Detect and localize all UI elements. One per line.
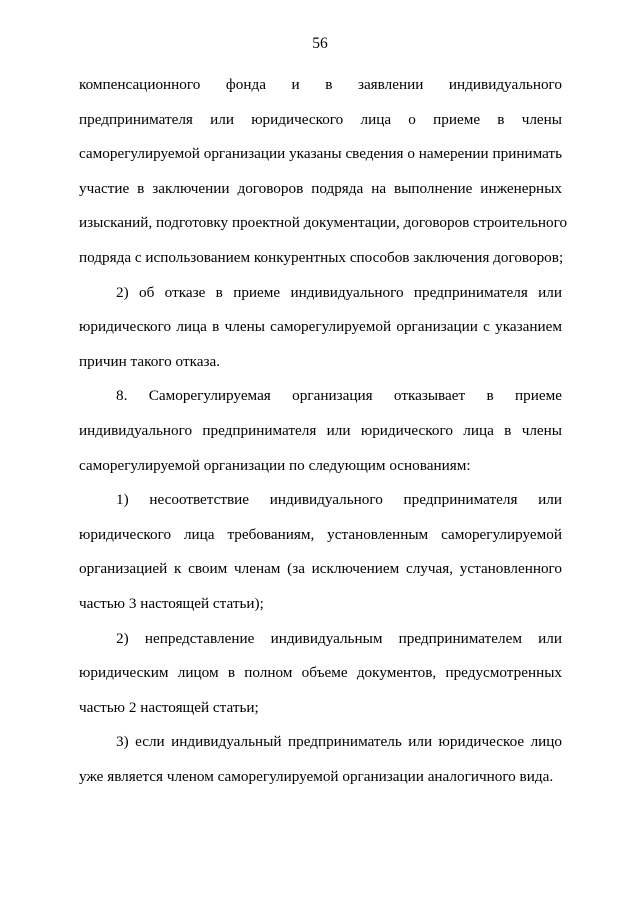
text-line: саморегулируемой организации по следующим основаниям: (79, 456, 471, 474)
text-line: предпринимателя или юридического лица о приеме в члены (79, 110, 562, 128)
text-line: 1) несоответствие индивидуального предпринимателя или (116, 491, 562, 509)
paragraph-item-2-refusal (79, 276, 562, 380)
paragraph-item-3 (79, 725, 562, 794)
paragraph-item-2 (79, 622, 562, 726)
text-line: 2) об отказе в приеме индивидуального предпринимателя или (116, 283, 562, 301)
paragraph-continuation (79, 68, 568, 276)
text-line: частью 2 настоящей статьи; (79, 698, 259, 716)
paragraph-item-1 (79, 483, 562, 621)
text-line: юридического лица требованиям, установленным саморегулируемой (79, 525, 562, 543)
text-line: 2) непредставление индивидуальным предпринимателем или (116, 629, 562, 647)
page-number: 56 (312, 35, 328, 52)
text-line: юридическим лицом в полном объеме документов, предусмотренных (79, 664, 562, 682)
paragraph-section-8 (79, 379, 562, 483)
text-line: подряда с использованием конкурентных способов заключения договоров; (79, 248, 564, 266)
text-line: индивидуального предпринимателя или юридического лица в члены (79, 421, 562, 439)
text-line: 8. Саморегулируемая организация отказывает в приеме (116, 387, 562, 405)
text-line: организацией к своим членам (за исключением случая, установленного (79, 560, 562, 578)
text-line: частью 3 настоящей статьи); (79, 594, 264, 612)
text-line: компенсационного фонда и в заявлении индивидуального (79, 76, 562, 93)
text-line: изысканий, подготовку проектной документации, договоров строительного (79, 214, 568, 232)
text-line: 3) если индивидуальный предприниматель или юридическое лицо (116, 733, 562, 751)
document-body (79, 68, 568, 794)
text-line: причин такого отказа. (79, 352, 221, 370)
text-line: уже является членом саморегулируемой организации аналогичного вида. (79, 767, 554, 785)
text-line: юридического лица в члены саморегулируемой организации с указанием (79, 318, 562, 336)
text-line: участие в заключении договоров подряда на выполнение инженерных (79, 179, 562, 197)
text-line: саморегулируемой организации указаны сведения о намерении принимать (79, 145, 562, 163)
